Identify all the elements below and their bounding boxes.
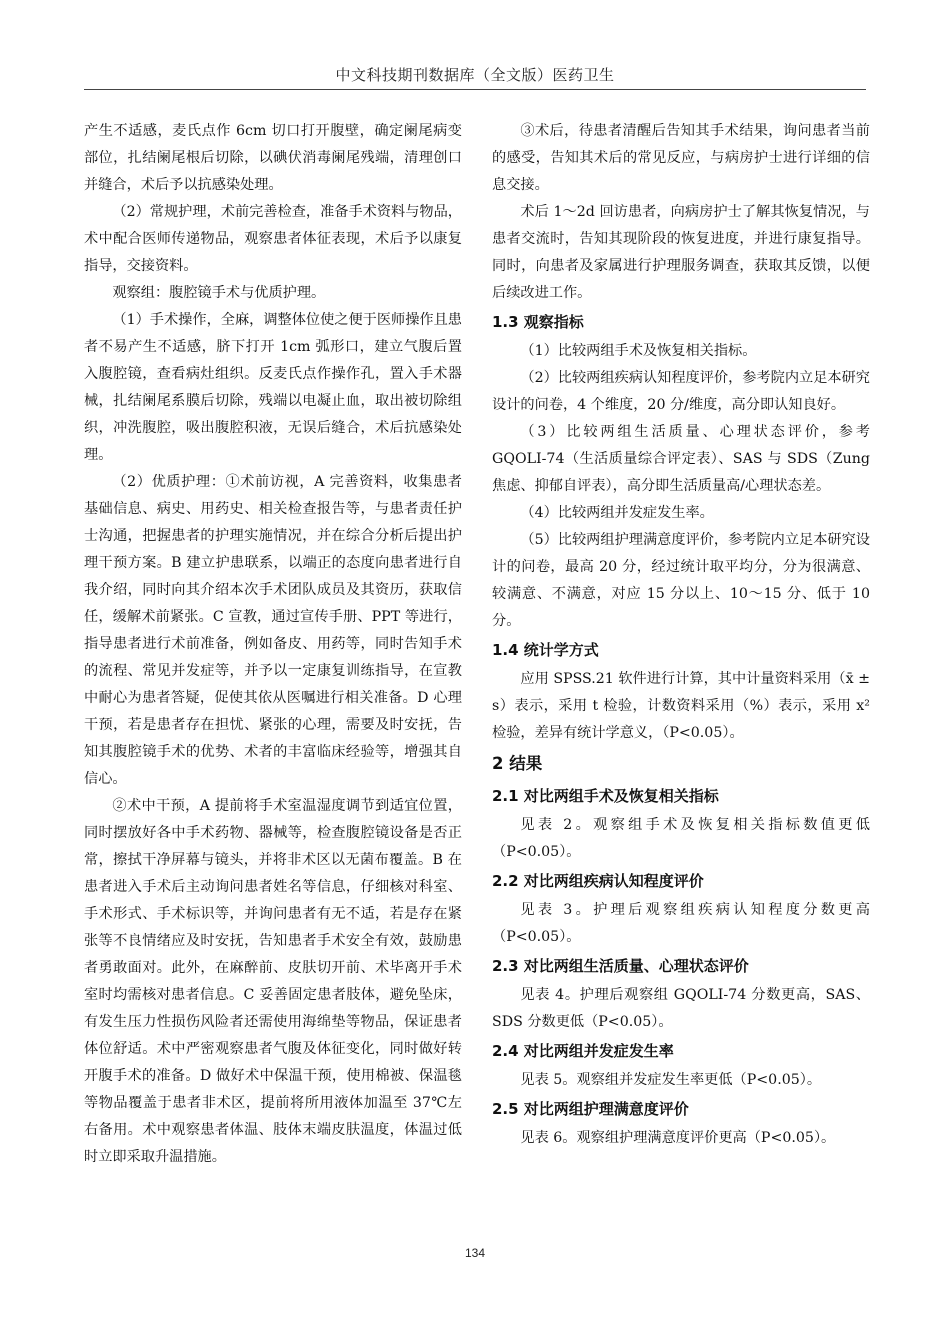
- paragraph: 见表 4。护理后观察组 GQOLI-74 分数更高，SAS、SDS 分数更低（P<0.05）。: [492, 987, 870, 1030]
- paragraph: （3）比较两组生活质量、心理状态评价，参考 GQOLI-74（生活质量综合评定表）、SAS 与 SDS（Zung 焦虑、抑郁自评表），高分即生活质量高/心理状态差。: [492, 424, 870, 494]
- paragraph: （2）优质护理：①术前访视，A 完善资料，收集患者基础信息、病史、用药史、相关检查报告等，与患者责任护士沟通，把握患者的护理实施情况，并在综合分析后提出护理干预方案。B 建立护患联系，以端正的态度向患者进行自我介绍，同时向其介绍本次手术团队成员及其资历，获取信任，缓解术前紧张。C 宣教，通过宣传手册、PPT 等进行，指导患者进行术前准备，例如备皮、用药等，同时告知手术的流程、常见并发症等，并予以一定康复训练指导，在宣教中耐心为患者答疑，促使其依从医嘱进行相关准备。D 心理干预，若是患者存在担忧、紧张的心理，需要及时安抚，告知其腹腔镜手术的优势、术者的丰富临床经验等，增强其自信心。: [84, 474, 462, 787]
- paragraph: 见表 3。护理后观察组疾病认知程度分数更高（P<0.05）。: [492, 902, 870, 945]
- right-column: [492, 118, 870, 1152]
- section-heading-2-2: 2.2 对比两组疾病认知程度评价: [492, 872, 704, 890]
- section-heading-1-4: 1.4 统计学方式: [492, 641, 599, 659]
- paragraph: （1）手术操作，全麻，调整体位使之便于医师操作且患者不易产生不适感，脐下打开 1cm 弧形口，建立气腹后置入腹腔镜，查看病灶组织。反麦氏点作操作孔，置入手术器械，扎结阑尾系膜后切除，残端以电凝止血，取出被切除组织，冲洗腹腔，吸出腹腔积液，无误后缝合，术后抗感染处理。: [84, 312, 462, 463]
- section-heading-2: 2 结果: [492, 754, 543, 773]
- section-heading-2-1: 2.1 对比两组手术及恢复相关指标: [492, 787, 719, 805]
- section-heading-1-3: 1.3 观察指标: [492, 313, 584, 331]
- section-heading-2-3: 2.3 对比两组生活质量、心理状态评价: [492, 957, 749, 975]
- paragraph: 应用 SPSS.21 软件进行计算，其中计量资料采用（x̄ ± s）表示，采用 t 检验，计数资料采用（%）表示，采用 x² 检验，差异有统计学意义，（P<0.05）。: [492, 671, 870, 741]
- paragraph: 见表 2。观察组手术及恢复相关指标数值更低（P<0.05）。: [492, 817, 870, 860]
- paragraph: （2）比较两组疾病认知程度评价，参考院内立足本研究设计的问卷，4 个维度，20 分/维度，高分即认知良好。: [492, 370, 870, 413]
- paragraph: （2）常规护理，术前完善检查，准备手术资料与物品，术中配合医师传递物品，观察患者体征表现，术后予以康复指导，交接资料。: [84, 204, 462, 274]
- header-rule: [84, 89, 866, 90]
- paragraph: （5）比较两组护理满意度评价，参考院内立足本研究设计的问卷，最高 20 分，经过统计取平均分，分为很满意、较满意、不满意，对应 15 分以上、10～15 分、低于 10 分。: [492, 532, 870, 629]
- left-column: [84, 118, 462, 1171]
- section-heading-2-5: 2.5 对比两组护理满意度评价: [492, 1100, 689, 1118]
- paragraph: ③术后，待患者清醒后告知其手术结果，询问患者当前的感受，告知其术后的常见反应，与病房护士进行详细的信息交接。: [492, 123, 870, 193]
- paragraph: （4）比较两组并发症发生率。: [520, 505, 714, 521]
- paragraph: 产生不适感，麦氏点作 6cm 切口打开腹壁，确定阑尾病变部位，扎结阑尾根后切除，以碘伏消毒阑尾残端，清理创口并缝合，术后予以抗感染处理。: [84, 123, 462, 193]
- paragraph: ②术中干预，A 提前将手术室温湿度调节到适宜位置，同时摆放好各中手术药物、器械等，检查腹腔镜设备是否正常，擦拭干净屏幕与镜头，并将非术区以无菌布覆盖。B 在患者进入手术后主动询问患者姓名等信息，仔细核对科室、手术形式、手术标识等，并询问患者有无不适，若是存在紧张等不良情绪应及时安抚，告知患者手术安全有效，鼓励患者勇敢面对。此外，在麻醉前、皮肤切开前、术毕离开手术室时均需核对患者信息。C 妥善固定患者肢体，避免坠床，有发生压力性损伤风险者还需使用海绵垫等物品，保证患者体位舒适。术中严密观察患者气腹及体征变化，同时做好转开腹手术的准备。D 做好术中保温干预，使用棉被、保温毯等物品覆盖于患者非术区，提前将所用液体加温至 37℃左右备用。术中观察患者体温、肢体末端皮肤温度，体温过低时立即采取升温措施。: [84, 798, 462, 1165]
- paragraph: 见表 6。观察组护理满意度评价更高（P<0.05）。: [520, 1130, 836, 1146]
- running-header: 中文科技期刊数据库（全文版）医药卫生: [335, 66, 615, 84]
- paragraph: 观察组：腹腔镜手术与优质护理。: [112, 285, 326, 301]
- paragraph: 见表 5。观察组并发症发生率更低（P<0.05）。: [520, 1072, 822, 1088]
- paragraph: 术后 1～2d 回访患者，向病房护士了解其恢复情况，与患者交流时，告知其现阶段的恢复进度，并进行康复指导。同时，向患者及家属进行护理服务调查，获取其反馈，以便后续改进工作。: [492, 204, 870, 301]
- paragraph: （1）比较两组手术及恢复相关指标。: [520, 343, 757, 359]
- page-number: 134: [464, 1246, 486, 1260]
- section-heading-2-4: 2.4 对比两组并发症发生率: [492, 1042, 674, 1060]
